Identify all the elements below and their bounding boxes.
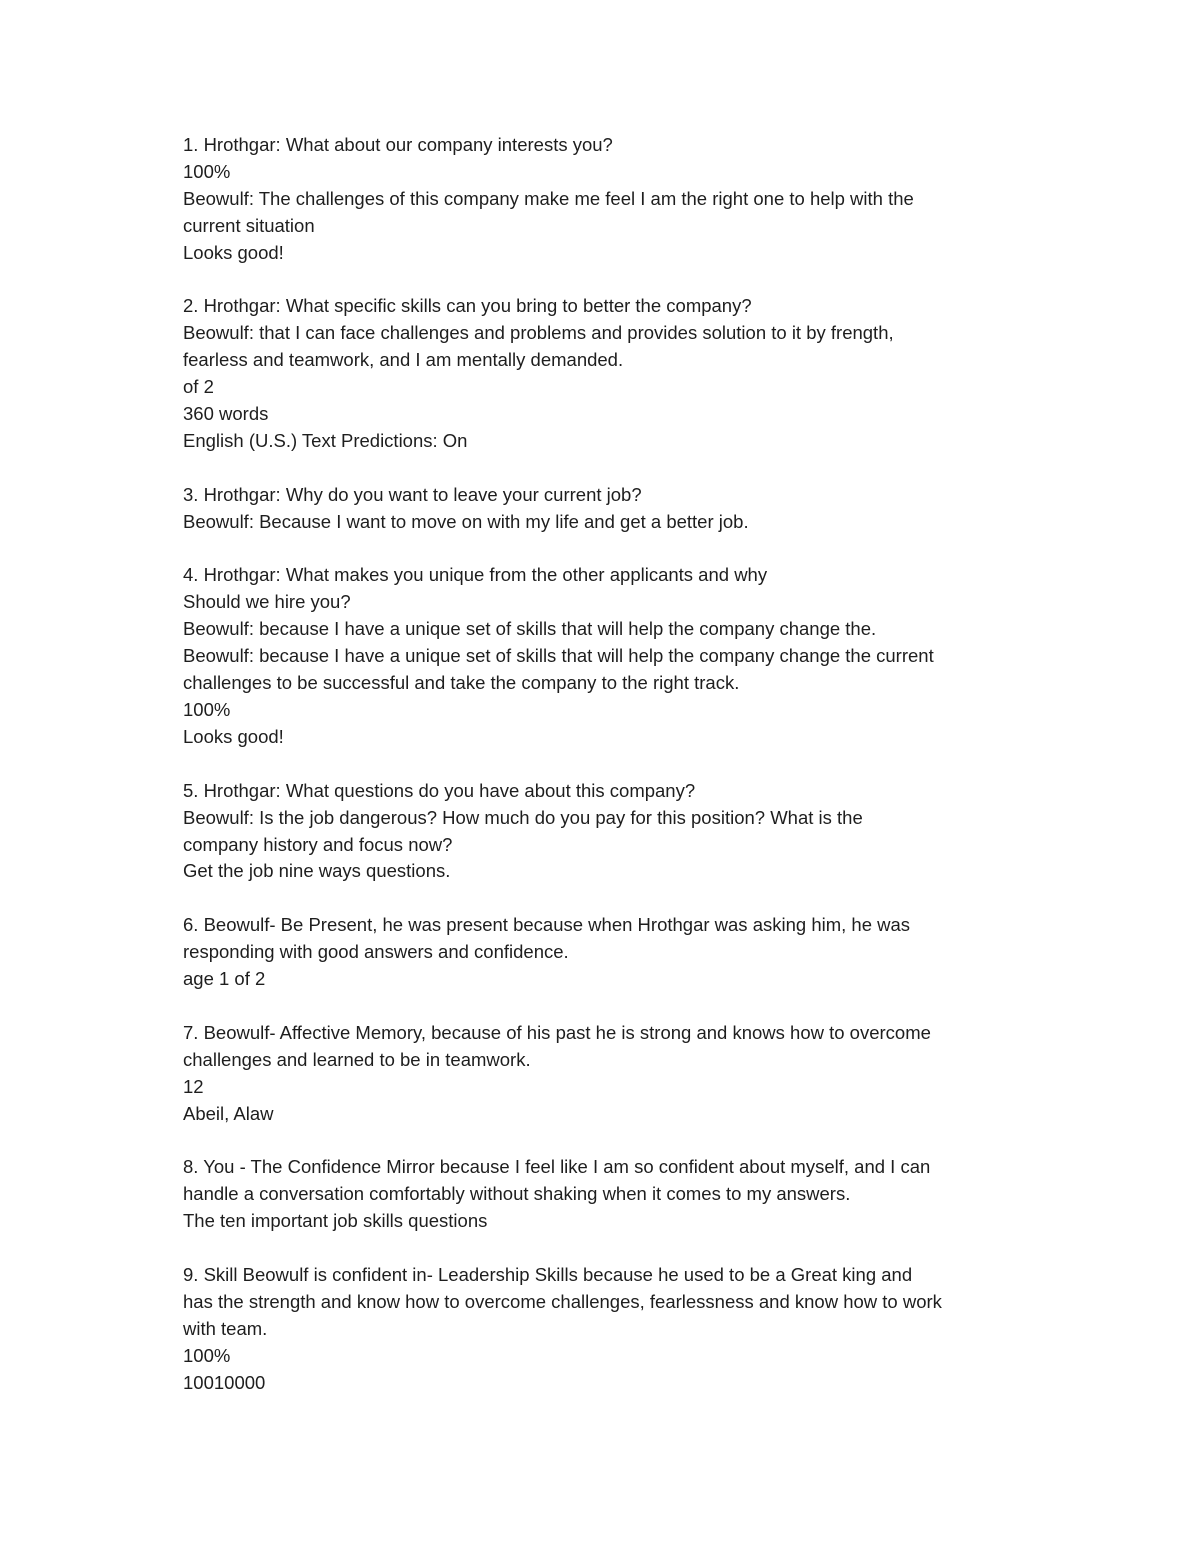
text-block-4 (183, 562, 1043, 750)
text-line: English (U.S.) Text Predictions: On (183, 429, 468, 451)
text-line: current situation (183, 214, 315, 236)
text-line: challenges to be successful and take the company to the right track. (183, 672, 740, 694)
text-block-7 (183, 1020, 1043, 1128)
text-line: 100% (183, 160, 231, 182)
text-line: handle a conversation comfortably without shaking when it comes to my answers. (183, 1183, 851, 1205)
text-line: Beowulf: because I have a unique set of skills that will help the company change the current (183, 645, 934, 667)
text-line: age 1 of 2 (183, 968, 266, 990)
text-line: 12 (183, 1075, 204, 1097)
text-line: 100% (183, 1344, 231, 1366)
text-line: Beowulf: The challenges of this company make me feel I am the right one to help with the (183, 187, 914, 209)
text-line: 8. You - The Confidence Mirror because I feel like I am so confident about myself, and I can (183, 1156, 931, 1178)
text-line: 100% (183, 698, 231, 720)
text-line: Beowulf: Because I want to move on with my life and get a better job. (183, 510, 749, 532)
text-line: Looks good! (183, 241, 284, 263)
text-line: 10010000 (183, 1371, 266, 1393)
text-line: 1. Hrothgar: What about our company interests you? (183, 134, 613, 155)
text-line: The ten important job skills questions (183, 1210, 488, 1232)
text-block-8 (183, 1154, 1043, 1235)
text-line: challenges and learned to be in teamwork. (183, 1048, 531, 1070)
text-line: Get the job nine ways questions. (183, 860, 451, 882)
text-line: 7. Beowulf- Affective Memory, because of his past he is strong and knows how to overcome (183, 1021, 931, 1043)
text-block-2 (183, 293, 1043, 454)
text-line: Looks good! (183, 725, 284, 747)
text-line: of 2 (183, 376, 214, 398)
text-block-1 (183, 132, 1043, 267)
document-page (183, 132, 1043, 1423)
text-line: Should we hire you? (183, 591, 351, 613)
text-line: with team. (183, 1317, 268, 1339)
text-line: 5. Hrothgar: What questions do you have about this company? (183, 779, 696, 801)
text-line: 3. Hrothgar: Why do you want to leave your current job? (183, 483, 642, 505)
text-line: 4. Hrothgar: What makes you unique from the other applicants and why (183, 564, 768, 586)
text-block-6 (183, 912, 1043, 993)
text-line: fearless and teamwork, and I am mentally demanded. (183, 349, 624, 371)
text-line: 360 words (183, 403, 269, 425)
text-block-5 (183, 778, 1043, 886)
text-line: 2. Hrothgar: What specific skills can you bring to better the company? (183, 295, 752, 317)
text-line: company history and focus now? (183, 833, 453, 855)
text-line: Beowulf: that I can face challenges and problems and provides solution to it by frength, (183, 322, 894, 344)
text-line: 9. Skill Beowulf is confident in- Leadership Skills because he used to be a Great king and (183, 1263, 913, 1285)
text-line: responding with good answers and confidence. (183, 941, 569, 963)
text-block-9 (183, 1262, 1043, 1397)
text-line: Beowulf: because I have a unique set of skills that will help the company change the. (183, 618, 877, 640)
text-line: 6. Beowulf- Be Present, he was present because when Hrothgar was asking him, he was (183, 914, 911, 936)
text-line: has the strength and know how to overcome challenges, fearlessness and know how to work (183, 1290, 942, 1312)
text-line: Beowulf: Is the job dangerous? How much do you pay for this position? What is the (183, 806, 863, 828)
text-block-3 (183, 482, 1043, 536)
text-line: Abeil, Alaw (183, 1102, 274, 1124)
